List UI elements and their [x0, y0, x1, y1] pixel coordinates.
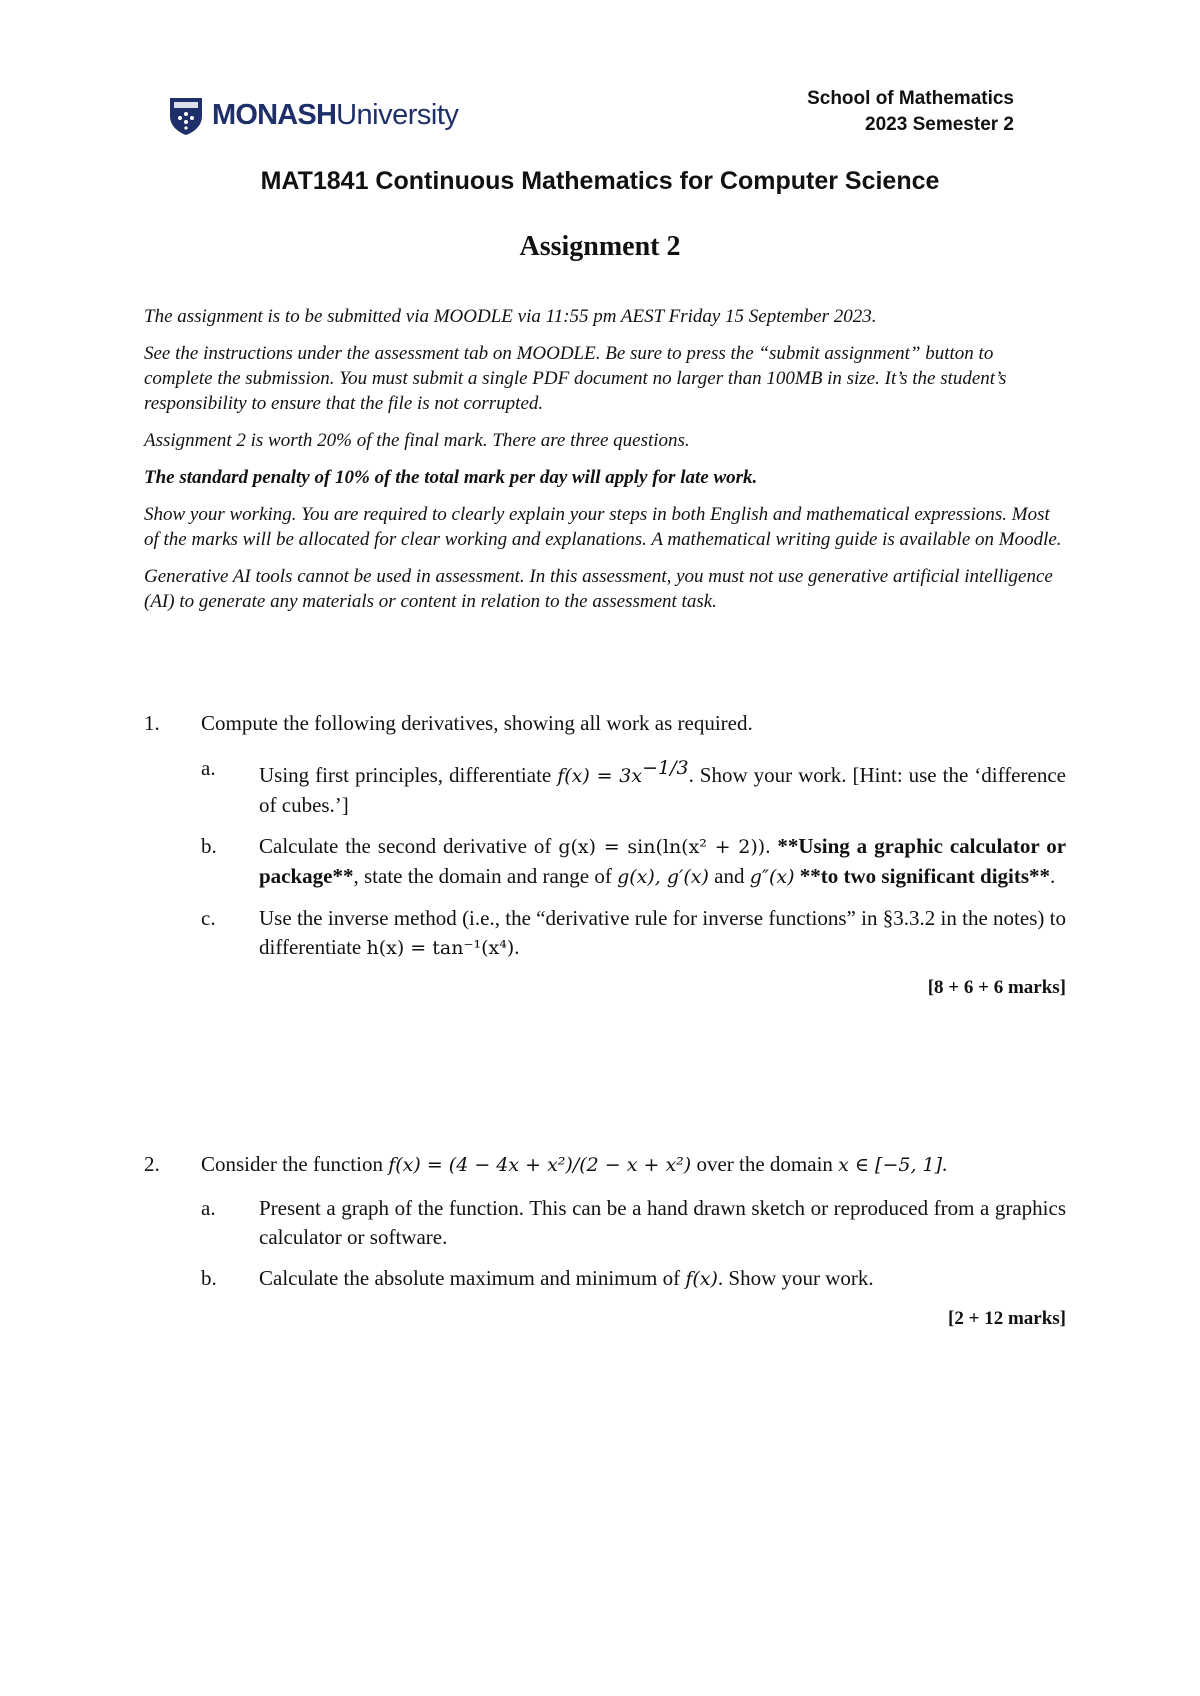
weighting-note: Assignment 2 is worth 20% of the final mark. There are three questions. [144, 430, 690, 451]
question-1 [144, 709, 1066, 1002]
math-expression: f(x) = 3x [557, 765, 643, 787]
part-text: Present a graph of the function. This can be a hand drawn sketch or reproduced from a graphics calculator or software. [259, 1196, 1066, 1249]
part-text: , state the domain and range of [353, 864, 618, 888]
part-1b: b. Calculate the second derivative of g(x) = sin(ln(x² + 2)). **Using a graphic calculator or package**, state the domain and range of g(x), g′(x) and g″(x) **to two significant digits**. [144, 832, 1066, 892]
logo-wordmark [212, 99, 458, 132]
submission-deadline: The assignment is to be submitted via MOODLE via 11:55 pm AEST Friday 15 September 2023. [144, 306, 877, 327]
math-expression: f(x) [685, 1268, 718, 1290]
working-note: Show your working. You are required to clearly explain your steps in both English and mathematical expressions. Most of the marks will be allocated for clear working and explanations. A mathematical writing guide is available on Moodle. [144, 504, 1062, 550]
part-text: Calculate the second derivative of [259, 834, 559, 858]
part-1c: c. Use the inverse method (i.e., the “derivative rule for inverse functions” in §3.3.2 in the notes) to differentiate h(x) = tan⁻¹(x⁴). [144, 904, 1066, 963]
monash-logo [166, 94, 458, 136]
math-expression: g″(x) [749, 866, 795, 888]
part-2b [144, 1264, 1066, 1294]
math-expression: g(x), g′(x) [617, 866, 709, 888]
part-text: . Show your work. [717, 1266, 874, 1290]
part-letter: c. [201, 906, 216, 930]
logo-light: University [336, 98, 459, 131]
logo-strong: MONASH [212, 98, 337, 131]
part-2a [144, 1194, 1066, 1252]
math-expression: h(x) = tan⁻¹(x⁴) [366, 937, 515, 959]
late-penalty: The standard penalty of 10% of the total mark per day will apply for late work. [144, 467, 758, 488]
question-text: over the domain [691, 1152, 839, 1176]
part-letter: a. [201, 756, 216, 780]
math-domain: x ∈ [−5, 1] [838, 1154, 943, 1176]
question-text: Consider the function [201, 1152, 389, 1176]
question-number: 1. [144, 711, 160, 735]
part-text: . Show your work. [Hint: use the ‘difference of cubes.’] [259, 763, 1066, 817]
crest-icon [166, 94, 206, 136]
question-2: 2. Consider the function f(x) = (4 − 4x + x²)/(2 − x + x²) over the domain x ∈ [−5, 1]. a. Present a graph of the function. This can be a hand drawn sketch or reproduced from a graphics calculator or software. b. Calculate the absolute maximum and minimum of f(x). Show your work. [2 + 12 marks] [144, 1150, 1066, 1333]
instructions [144, 304, 1066, 626]
question-text: Compute the following derivatives, showing all work as required. [201, 711, 753, 735]
bold-instruction: **Using a graphic calculator or package** [259, 834, 1067, 888]
math-expression: g(x) = sin(ln(x² + 2)) [558, 836, 766, 858]
school-info [807, 86, 1014, 138]
ai-policy: Generative AI tools cannot be used in assessment. In this assessment, you must not use generative artificial intelligence (AI) to generate any materials or content in relation to the assessment task. [144, 566, 1053, 612]
part-letter: b. [201, 834, 217, 858]
part-text: Calculate the absolute maximum and minimum of [259, 1266, 686, 1290]
part-text: and [708, 864, 750, 888]
submission-instructions: See the instructions under the assessment tab on MOODLE. Be sure to press the “submit assignment” button to complete the submission. You must submit a single PDF document no larger than 100MB in size. It’s the student’s responsibility to ensure that the file is not corrupted. [144, 343, 1007, 414]
marks-allocation: [8 + 6 + 6 marks] [927, 977, 1066, 998]
math-exponent: −1/3 [642, 757, 689, 779]
school-name: School of Mathematics [807, 88, 1014, 109]
part-1a [144, 754, 1066, 820]
marks-allocation: [2 + 12 marks] [948, 1308, 1066, 1329]
part-letter: a. [201, 1196, 216, 1220]
part-letter: b. [201, 1266, 217, 1290]
assignment-title: Assignment 2 [519, 231, 681, 262]
part-text: Use the inverse method (i.e., the “derivative rule for inverse functions” in §3.3.2 in the notes) to differentiate [259, 906, 1066, 959]
unit-title: MAT1841 Continuous Mathematics for Computer Science [260, 167, 940, 195]
part-text: Using first principles, differentiate [259, 763, 558, 787]
bold-instruction: **to two significant digits** [799, 864, 1051, 888]
math-expression: f(x) = (4 − 4x + x²)/(2 − x + x²) [388, 1154, 692, 1176]
question-number: 2. [144, 1152, 160, 1176]
semester: 2023 Semester 2 [865, 114, 1014, 135]
